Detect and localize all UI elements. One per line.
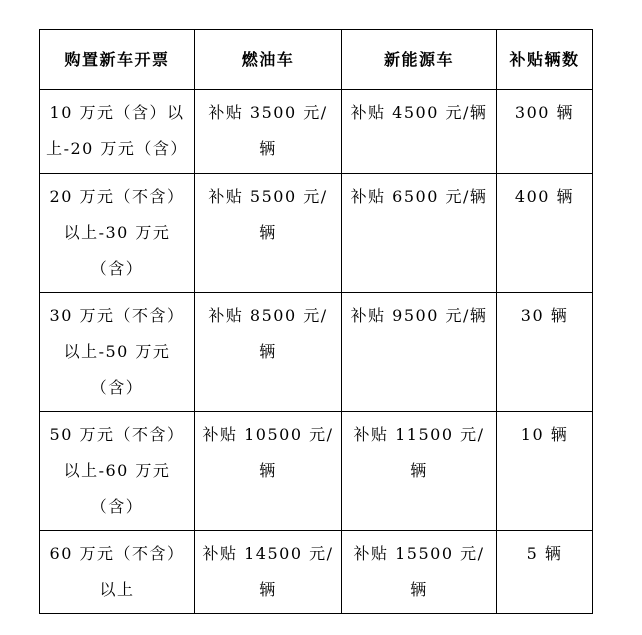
price-range-line: 以上-50 万元 <box>63 342 171 361</box>
fuel-subsidy-cell <box>195 174 342 293</box>
ev-subsidy-cell <box>342 412 497 531</box>
table-row <box>40 90 593 174</box>
price-range-cell <box>40 293 195 412</box>
fuel-subsidy-line: 补贴 14500 元/ <box>202 544 334 563</box>
header-new-energy-vehicle: 新能源车 <box>342 30 497 90</box>
price-range-line: （含） <box>90 497 144 516</box>
ev-subsidy-line: 补贴 6500 元/辆 <box>350 187 488 206</box>
fuel-subsidy-line: 补贴 10500 元/ <box>202 425 334 444</box>
price-range-line: （含） <box>90 378 144 397</box>
price-range-cell <box>40 531 195 614</box>
ev-subsidy-line: 补贴 4500 元/辆 <box>350 103 488 122</box>
table-header-row <box>40 30 593 90</box>
fuel-subsidy-line: 辆 <box>259 223 277 242</box>
fuel-subsidy-cell <box>195 531 342 614</box>
price-range-line: 30 万元（不含） <box>49 306 185 325</box>
fuel-subsidy-cell <box>195 412 342 531</box>
ev-subsidy-line: 辆 <box>410 580 428 599</box>
fuel-subsidy-line: 辆 <box>259 342 277 361</box>
subsidy-count-cell: 30 辆 <box>497 293 593 412</box>
table-row <box>40 293 593 412</box>
subsidy-table <box>39 29 593 614</box>
fuel-subsidy-cell <box>195 90 342 174</box>
subsidy-count-cell: 300 辆 <box>497 90 593 174</box>
price-range-cell <box>40 412 195 531</box>
table-row <box>40 531 593 614</box>
price-range-line: 以上-60 万元 <box>63 461 171 480</box>
ev-subsidy-line: 补贴 9500 元/辆 <box>350 306 488 325</box>
price-range-line: 20 万元（不含） <box>49 187 185 206</box>
fuel-subsidy-line: 辆 <box>259 139 277 158</box>
price-range-line: 上-20 万元（含） <box>46 139 188 158</box>
ev-subsidy-line: 补贴 15500 元/ <box>353 544 485 563</box>
fuel-subsidy-line: 辆 <box>259 461 277 480</box>
fuel-subsidy-line: 辆 <box>259 580 277 599</box>
price-range-line: 10 万元（含）以 <box>49 103 185 122</box>
header-subsidy-count: 补贴辆数 <box>497 30 593 90</box>
price-range-cell <box>40 174 195 293</box>
ev-subsidy-cell <box>342 174 497 293</box>
table-row <box>40 412 593 531</box>
fuel-subsidy-line: 补贴 8500 元/ <box>208 306 328 325</box>
ev-subsidy-line: 辆 <box>410 461 428 480</box>
price-range-line: 50 万元（不含） <box>49 425 185 444</box>
table-row <box>40 174 593 293</box>
header-fuel-vehicle: 燃油车 <box>195 30 342 90</box>
subsidy-count-cell: 10 辆 <box>497 412 593 531</box>
fuel-subsidy-line: 补贴 3500 元/ <box>208 103 328 122</box>
price-range-line: 以上 <box>99 580 135 599</box>
price-range-cell <box>40 90 195 174</box>
fuel-subsidy-line: 补贴 5500 元/ <box>208 187 328 206</box>
ev-subsidy-line: 补贴 11500 元/ <box>353 425 485 444</box>
ev-subsidy-cell <box>342 531 497 614</box>
subsidy-count-cell: 5 辆 <box>497 531 593 614</box>
price-range-line: 以上-30 万元 <box>63 223 171 242</box>
fuel-subsidy-cell <box>195 293 342 412</box>
ev-subsidy-cell <box>342 293 497 412</box>
header-invoice-price: 购置新车开票 <box>40 30 195 90</box>
price-range-line: 60 万元（不含） <box>49 544 185 563</box>
subsidy-count-cell: 400 辆 <box>497 174 593 293</box>
price-range-line: （含） <box>90 259 144 278</box>
ev-subsidy-cell <box>342 90 497 174</box>
